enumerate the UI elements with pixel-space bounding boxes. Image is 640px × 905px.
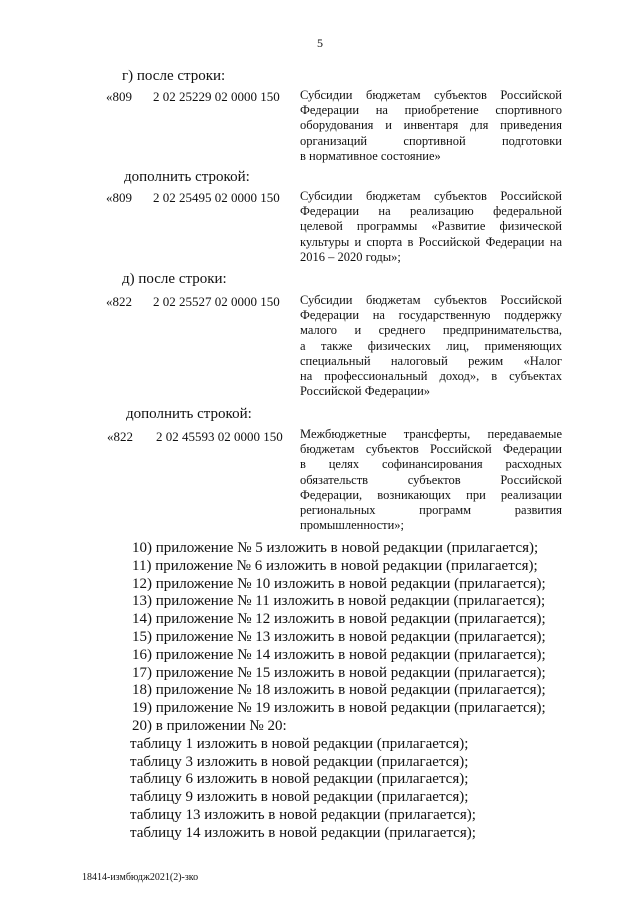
list-item: 10) приложение № 5 изложить в новой редакции (прилагается);: [132, 540, 539, 556]
list-item: таблицу 9 изложить в новой редакции (прилагается);: [130, 789, 469, 806]
section-heading: д) после строки:: [122, 271, 227, 287]
list-item: 13) приложение № 11 изложить в новой редакции (прилагается);: [132, 593, 546, 610]
list-item: 14) приложение № 12 изложить в новой редакции (прилагается);: [132, 611, 546, 628]
description-line: Субсидии бюджетам субъектов Российской: [300, 293, 562, 307]
entry-prefix: «822: [106, 294, 132, 309]
list-item: таблицу 13 изложить в новой редакции (прилагается);: [130, 806, 476, 823]
list-item: таблицу 14 изложить в новой редакции (прилагается);: [130, 824, 476, 841]
entry-code: 2 02 25527 02 0000 150: [153, 294, 280, 309]
entry-code: 2 02 25495 02 0000 150: [153, 190, 280, 205]
entry-prefix: «809: [106, 190, 132, 205]
entry-prefix: «809: [106, 89, 132, 104]
description-line: оборудования и инвентаря для приведения: [300, 118, 562, 133]
list-item: 20) в приложении № 20:: [132, 717, 287, 734]
description-line: малого и среднего предпринимательства,: [300, 323, 562, 338]
entry-description: [300, 427, 562, 533]
entry-code: 2 02 45593 02 0000 150: [156, 429, 283, 444]
description-line: целевой программы «Развитие физической: [300, 219, 562, 234]
description-line: Федерации, возникающих при реализации: [300, 487, 562, 502]
description-line: культуры и спорта в Российской Федерации на: [300, 234, 562, 249]
document-footer-code: 18414-измбюдж2021(2)-зко: [82, 872, 199, 883]
description-line: организаций спортивной подготовки: [300, 133, 562, 148]
section-heading: дополнить строкой:: [124, 169, 250, 185]
description-line: бюджетам субъектов Российской Федерации: [300, 442, 562, 457]
list-item: 19) приложение № 19 изложить в новой редакции (прилагается);: [132, 700, 546, 717]
list-item: 12) приложение № 10 изложить в новой редакции (прилагается);: [132, 575, 546, 592]
entry-description: [300, 88, 562, 164]
list-item: 17) приложение № 15 изложить в новой редакции (прилагается);: [132, 664, 546, 681]
list-item: таблицу 3 изложить в новой редакции (прилагается);: [130, 753, 469, 770]
description-line: в целях софинансирования расходных: [300, 457, 562, 472]
page-number: 5: [317, 36, 323, 50]
description-line: Субсидии бюджетам субъектов Российской: [300, 189, 562, 203]
description-line: промышленности»;: [300, 518, 405, 533]
description-line: Российской Федерации»: [300, 384, 431, 399]
description-line: Федерации на реализацию федеральной: [300, 204, 562, 219]
section-heading: дополнить строкой:: [126, 406, 252, 422]
entry-prefix: «822: [107, 429, 133, 444]
list-item: 16) приложение № 14 изложить в новой редакции (прилагается);: [132, 646, 546, 663]
list-item: 11) приложение № 6 изложить в новой редакции (прилагается);: [132, 557, 538, 574]
list-item: 18) приложение № 18 изложить в новой редакции (прилагается);: [132, 682, 546, 699]
description-line: региональных программ развития: [300, 503, 562, 518]
description-line: а также физических лиц, применяющих: [300, 338, 562, 353]
entry-code: 2 02 25229 02 0000 150: [153, 89, 280, 104]
list-item: таблицу 6 изложить в новой редакции (прилагается);: [130, 771, 469, 788]
description-line: специальный налоговый режим «Налог: [300, 353, 562, 368]
description-line: обязательств субъектов Российской: [300, 472, 562, 487]
description-line: Федерации на приобретение спортивного: [300, 103, 562, 118]
description-line: 2016 – 2020 годы»;: [300, 249, 401, 264]
description-line: Субсидии бюджетам субъектов Российской: [300, 88, 562, 102]
description-line: Межбюджетные трансферты, передаваемые: [300, 427, 562, 441]
entry-description: [300, 293, 562, 399]
description-line: на профессиональный доход», в субъектах: [300, 369, 562, 384]
description-line: в нормативное состояние»: [300, 148, 441, 163]
entry-description: [300, 189, 562, 265]
list-item: таблицу 1 изложить в новой редакции (прилагается);: [130, 735, 469, 752]
description-line: Федерации на государственную поддержку: [300, 308, 562, 323]
section-heading: г) после строки:: [122, 68, 226, 84]
amendment-list: [132, 540, 546, 843]
list-item: 15) приложение № 13 изложить в новой редакции (прилагается);: [132, 628, 546, 645]
